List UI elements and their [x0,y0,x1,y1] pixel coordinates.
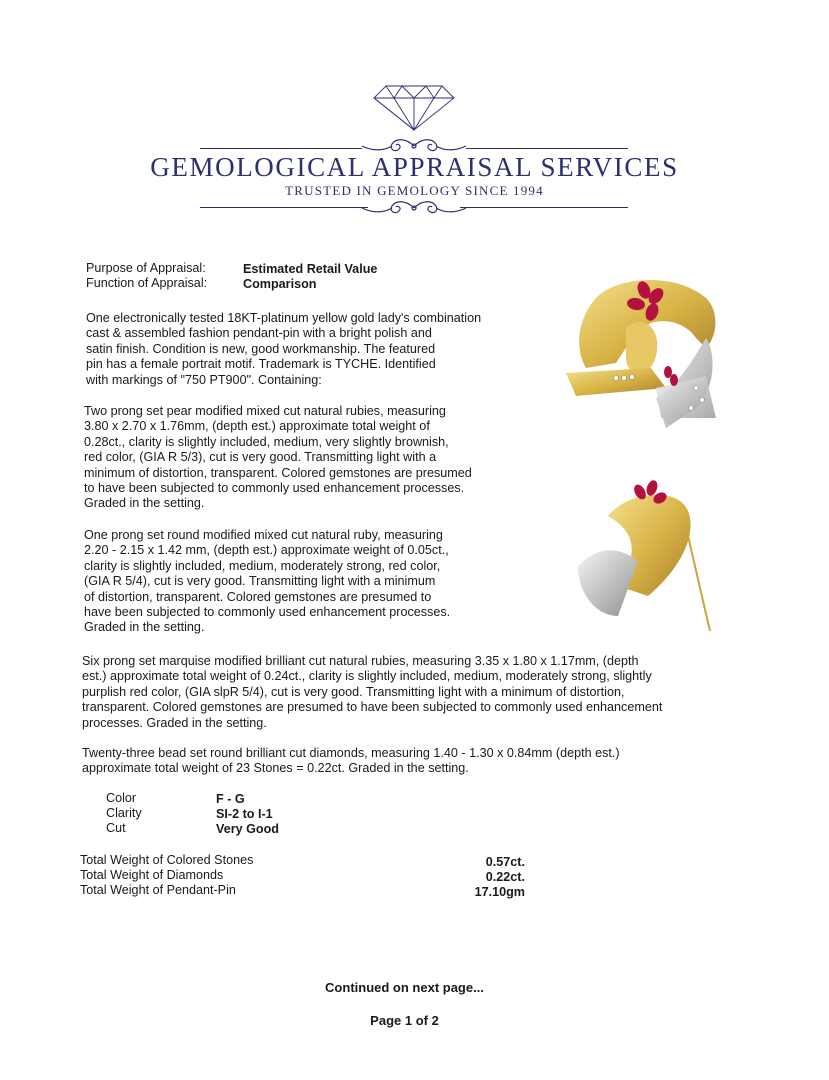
color-value: F - G [216,792,245,806]
ornament-bottom-icon [352,196,476,220]
company-tagline: TRUSTED IN GEMOLOGY SINCE 1994 [285,183,544,198]
company-name: GEMOLOGICAL APPRAISAL SERVICES [150,152,679,182]
pendant-front-image [556,268,756,434]
description-diamonds: Twenty-three bead set round brilliant cut diamonds, measuring 1.40 - 1.30 x 0.84mm (depth est.) approximate total weight of 23 Stones = 0.22ct. Graded in the setting. [82,746,620,776]
cut-label: Cut [106,821,126,835]
clarity-label: Clarity [106,806,142,820]
description-intro: One electronically tested 18KT-platinum yellow gold lady's combination cast & assembled fashion pendant-pin with a bright polish and satin finish. Condition is new, good workmanship. The featured pin has a female portrait motif. Trademark is TYCHE. Identified with markings of "750 PT900". Containing: [86,311,482,387]
continued-note: Continued on next page... [325,980,484,995]
total-colored-value: 0.57ct. [485,855,525,869]
description-round-ruby: One prong set round modified mixed cut natural ruby, measuring 2.20 - 2.15 x 1.42 mm, (depth est.) approximate weight of 0.05ct., clarity is slightly included, medium, moderately strong, red color, (GIA R 5/4), cut is very good. Transmitting light with a minimum of distortion, transparent. Colored gemstones are presumed to have been subjected to commonly used enhancement processes. Graded in the setting. [84,528,451,635]
diamond-logo-icon [372,84,456,132]
pendant-side-image [548,476,748,636]
header-rule-bottom-left [200,207,368,208]
total-diamonds-value: 0.22ct. [485,870,525,884]
header-rule-top-right [466,148,628,149]
clarity-value: SI-2 to I-1 [216,807,273,821]
page-number: Page 1 of 2 [370,1013,439,1028]
total-colored-label: Total Weight of Colored Stones [80,853,254,867]
cut-value: Very Good [216,822,279,836]
total-pin-label: Total Weight of Pendant-Pin [80,883,236,897]
total-diamonds-label: Total Weight of Diamonds [80,868,224,882]
header-rule-bottom-right [460,207,628,208]
function-label: Function of Appraisal: [86,276,208,290]
purpose-label: Purpose of Appraisal: [86,261,206,275]
description-marquise-rubies: Six prong set marquise modified brilliant cut natural rubies, measuring 3.35 x 1.80 x 1.17mm, (depth est.) approximate total weight of 0.24ct., clarity is slightly included, medium, moderately strong, slightly purplish red color, (GIA slpR 5/4), cut is very good. Transmitting light with a minimum of distortion, transparent. Colored gemstones are presumed to have been subjected to commonly used enhancement processes. Graded in the setting. [82,654,663,730]
purpose-value: Estimated Retail Value [243,262,378,276]
function-value: Comparison [243,277,317,291]
total-pin-value: 17.10gm [474,885,525,899]
header-rule-top-left [200,148,362,149]
color-label: Color [106,791,137,805]
description-pear-rubies: Two prong set pear modified mixed cut natural rubies, measuring 3.80 x 2.70 x 1.76mm, (depth est.) approximate total weight of 0.28ct., clarity is slightly included, medium, very slightly brownish, red color, (GIA R 5/3), cut is very good. Transmitting light with a minimum of distortion, transparent. Colored gemstones are presumed to have been subjected to commonly used enhancement processes. Graded in the setting. [84,404,472,511]
